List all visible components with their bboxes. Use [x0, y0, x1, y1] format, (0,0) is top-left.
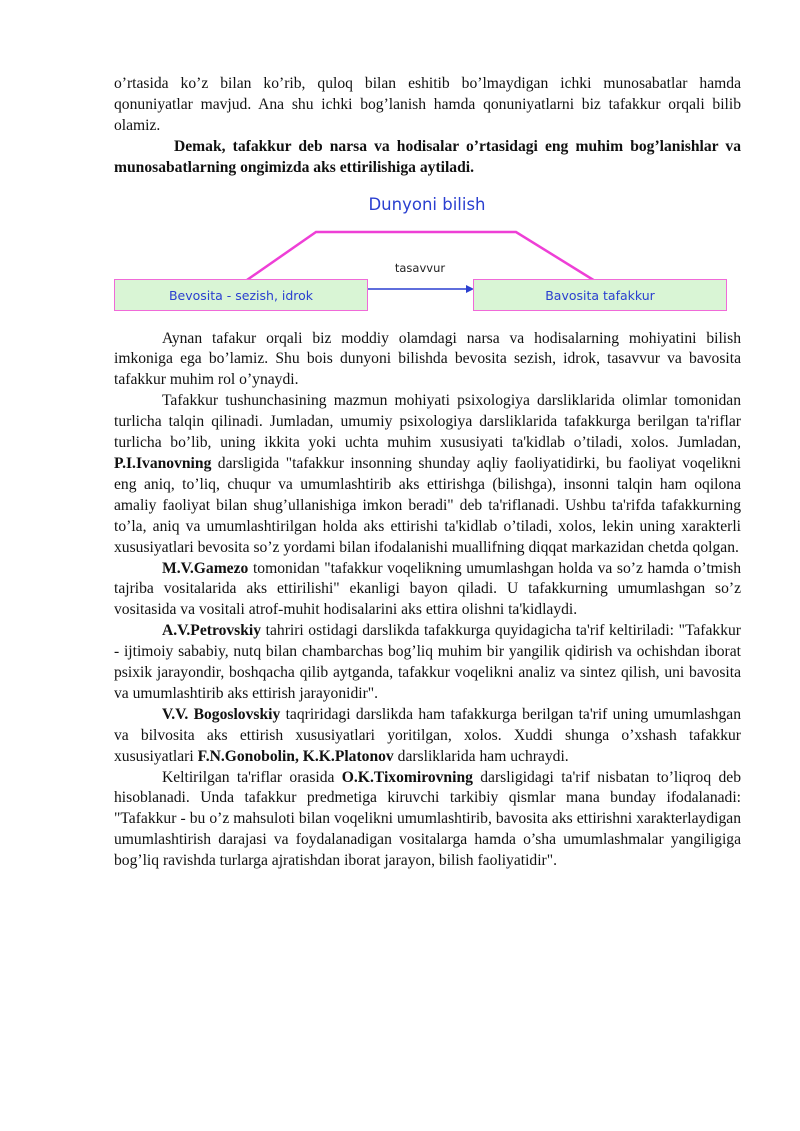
p4-text-a: Tafakkur tushunchasining mazmun mohiyati psixologiya darsliklarida olimlar tomonidan turlicha talqin qilinadi. Jumladan, umumiy psixologiya darsliklarida tafakkurga berilgan ta'riflar turlicha bo’lib, uning ikkita yoki uchta muhim xususiyati ta'kidlab o’tiladi, xolos. Jumladan,	[114, 392, 741, 452]
knowledge-diagram	[114, 179, 741, 329]
author-tixomirov: O.K.Tixomirovning	[341, 768, 473, 786]
diagram-title: Dunyoni bilish	[368, 194, 486, 214]
diagram-right-box: Bavosita tafakkur	[473, 279, 727, 311]
diagram-left-box: Bevosita - sezish, idrok	[114, 279, 368, 311]
definition-text: Demak, tafakkur deb narsa va hodisalar o’rtasidagi eng muhim bog’lanishlar va munosabatlarning ongimizda aks ettirilishiga aytiladi.	[114, 137, 741, 176]
document-page	[114, 74, 741, 872]
p4-text-c: darsligida "tafakkur insonning shunday aqliy faoliyatidirki, bu faoliyat voqelikni eng aniq, to’liq, chuqur va umumlashtirib aks ettirishga (bilishga), insonni talqin ham oqilona amaliy faoliyat bilan shug’ullanishiga imkon beradi" deb ta'riflanadi. Ushbu ta'rifda tafakkurning to’la, aniq va umumlashtirilgan holda aks ettirishi ta'kidlab o’tiladi, xolos, lekin uning xarakterli xususiyatlari bevosita so’z yordami bilan ifodalanishi muallifning diqqat markazidan chetda qolgan.	[114, 454, 741, 556]
p5-text-b: tomonidan "tafakkur voqelikning umumlashgan holda va so’z hamda o’tmish tajriba vositalarida aks ettirilishi" ekanligi bayon qiladi. U tafakkurning umumlashgan so’z vositasida va vositali atrof-muhit hodisalarini aks ettira olishni ta'kidlaydi.	[114, 559, 741, 619]
paragraph-8	[114, 768, 741, 873]
p8-text-c: darsligidagi ta'rif nisbatan to’liqroq deb hisoblanadi. Unda tafakkur predmetiga kiruvchi tarkibiy qismlar mana bunday ifodalanadi: "Tafakkur - bu o’z mahsuloti bilan voqelikni umumlashtirib, bavosita aks ettirishni xarakterlaydigan umumlashtirish darajasi va foydalanadigan vositalarga hamda o’sha umumlashmalar yangiligiga bog’liq ravishda turlarga ajratishdan iborat jarayon, bilish faoliyatidir".	[114, 768, 741, 870]
p7-text-b: taqriridagi darslikda ham tafakkurga berilgan ta'rif uning umumlashgan va bilvosita aks ettirish xususiyatlari yoritilgan, xolos. Xuddi shunga o’xshash tafakkur xususiyatlari	[114, 705, 741, 765]
author-petrovskiy: A.V.Petrovskiy	[162, 622, 262, 640]
paragraph-5	[114, 559, 741, 622]
diagram-middle-label: tasavvur	[394, 260, 446, 275]
author-bogoslovskiy: V.V. Bogoslovskiy	[162, 705, 281, 723]
paragraph-3: Aynan tafakur orqali biz moddiy olamdagi narsa va hodisalarning mohiyatini bilish imkoniga ega bo’lamiz. Shu bois dunyoni bilishda bevosita sezish, idrok, tasavvur va bavosita tafakkur muhim rol o’ynaydi.	[114, 329, 741, 389]
author-gamezo: M.V.Gamezo	[162, 559, 249, 577]
authors-gonobolin-platonov: F.N.Gonobolin, K.K.Platonov	[197, 747, 394, 765]
paragraph-7	[114, 705, 741, 768]
author-ivanov: P.I.Ivanovning	[114, 454, 212, 472]
paragraph-6	[114, 621, 741, 705]
paragraph-definition	[114, 137, 741, 179]
paragraph-1: o’rtasida ko’z bilan ko’rib, quloq bilan eshitib bo’lmaydigan ichki munosabatlar hamda qonuniyatlar mavjud. Ana shu ichki bog’lanish hamda qonuniyatlarni biz tafakkur orqali bilib olamiz.	[114, 75, 741, 134]
p7-text-d: darsliklarida ham uchraydi.	[397, 747, 569, 765]
p6-text-b: tahriri ostidagi darslikda tafakkurga quyidagicha ta'rif keltiriladi: "Tafakkur - ijtimoiy sababiy, nutq bilan chambarchas bog’liq muhim bir yangilik qidirish va ochishdan iborat psixik jarayondir, boshqacha qilib aytganda, tafakkur voqelikni analiz va sintez qilish, uni bavosita va umumlashtirib aks ettirish jarayonidir".	[114, 622, 741, 702]
paragraph-4	[114, 391, 741, 558]
p8-text-a: Keltirilgan ta'riflar orasida	[162, 768, 335, 786]
